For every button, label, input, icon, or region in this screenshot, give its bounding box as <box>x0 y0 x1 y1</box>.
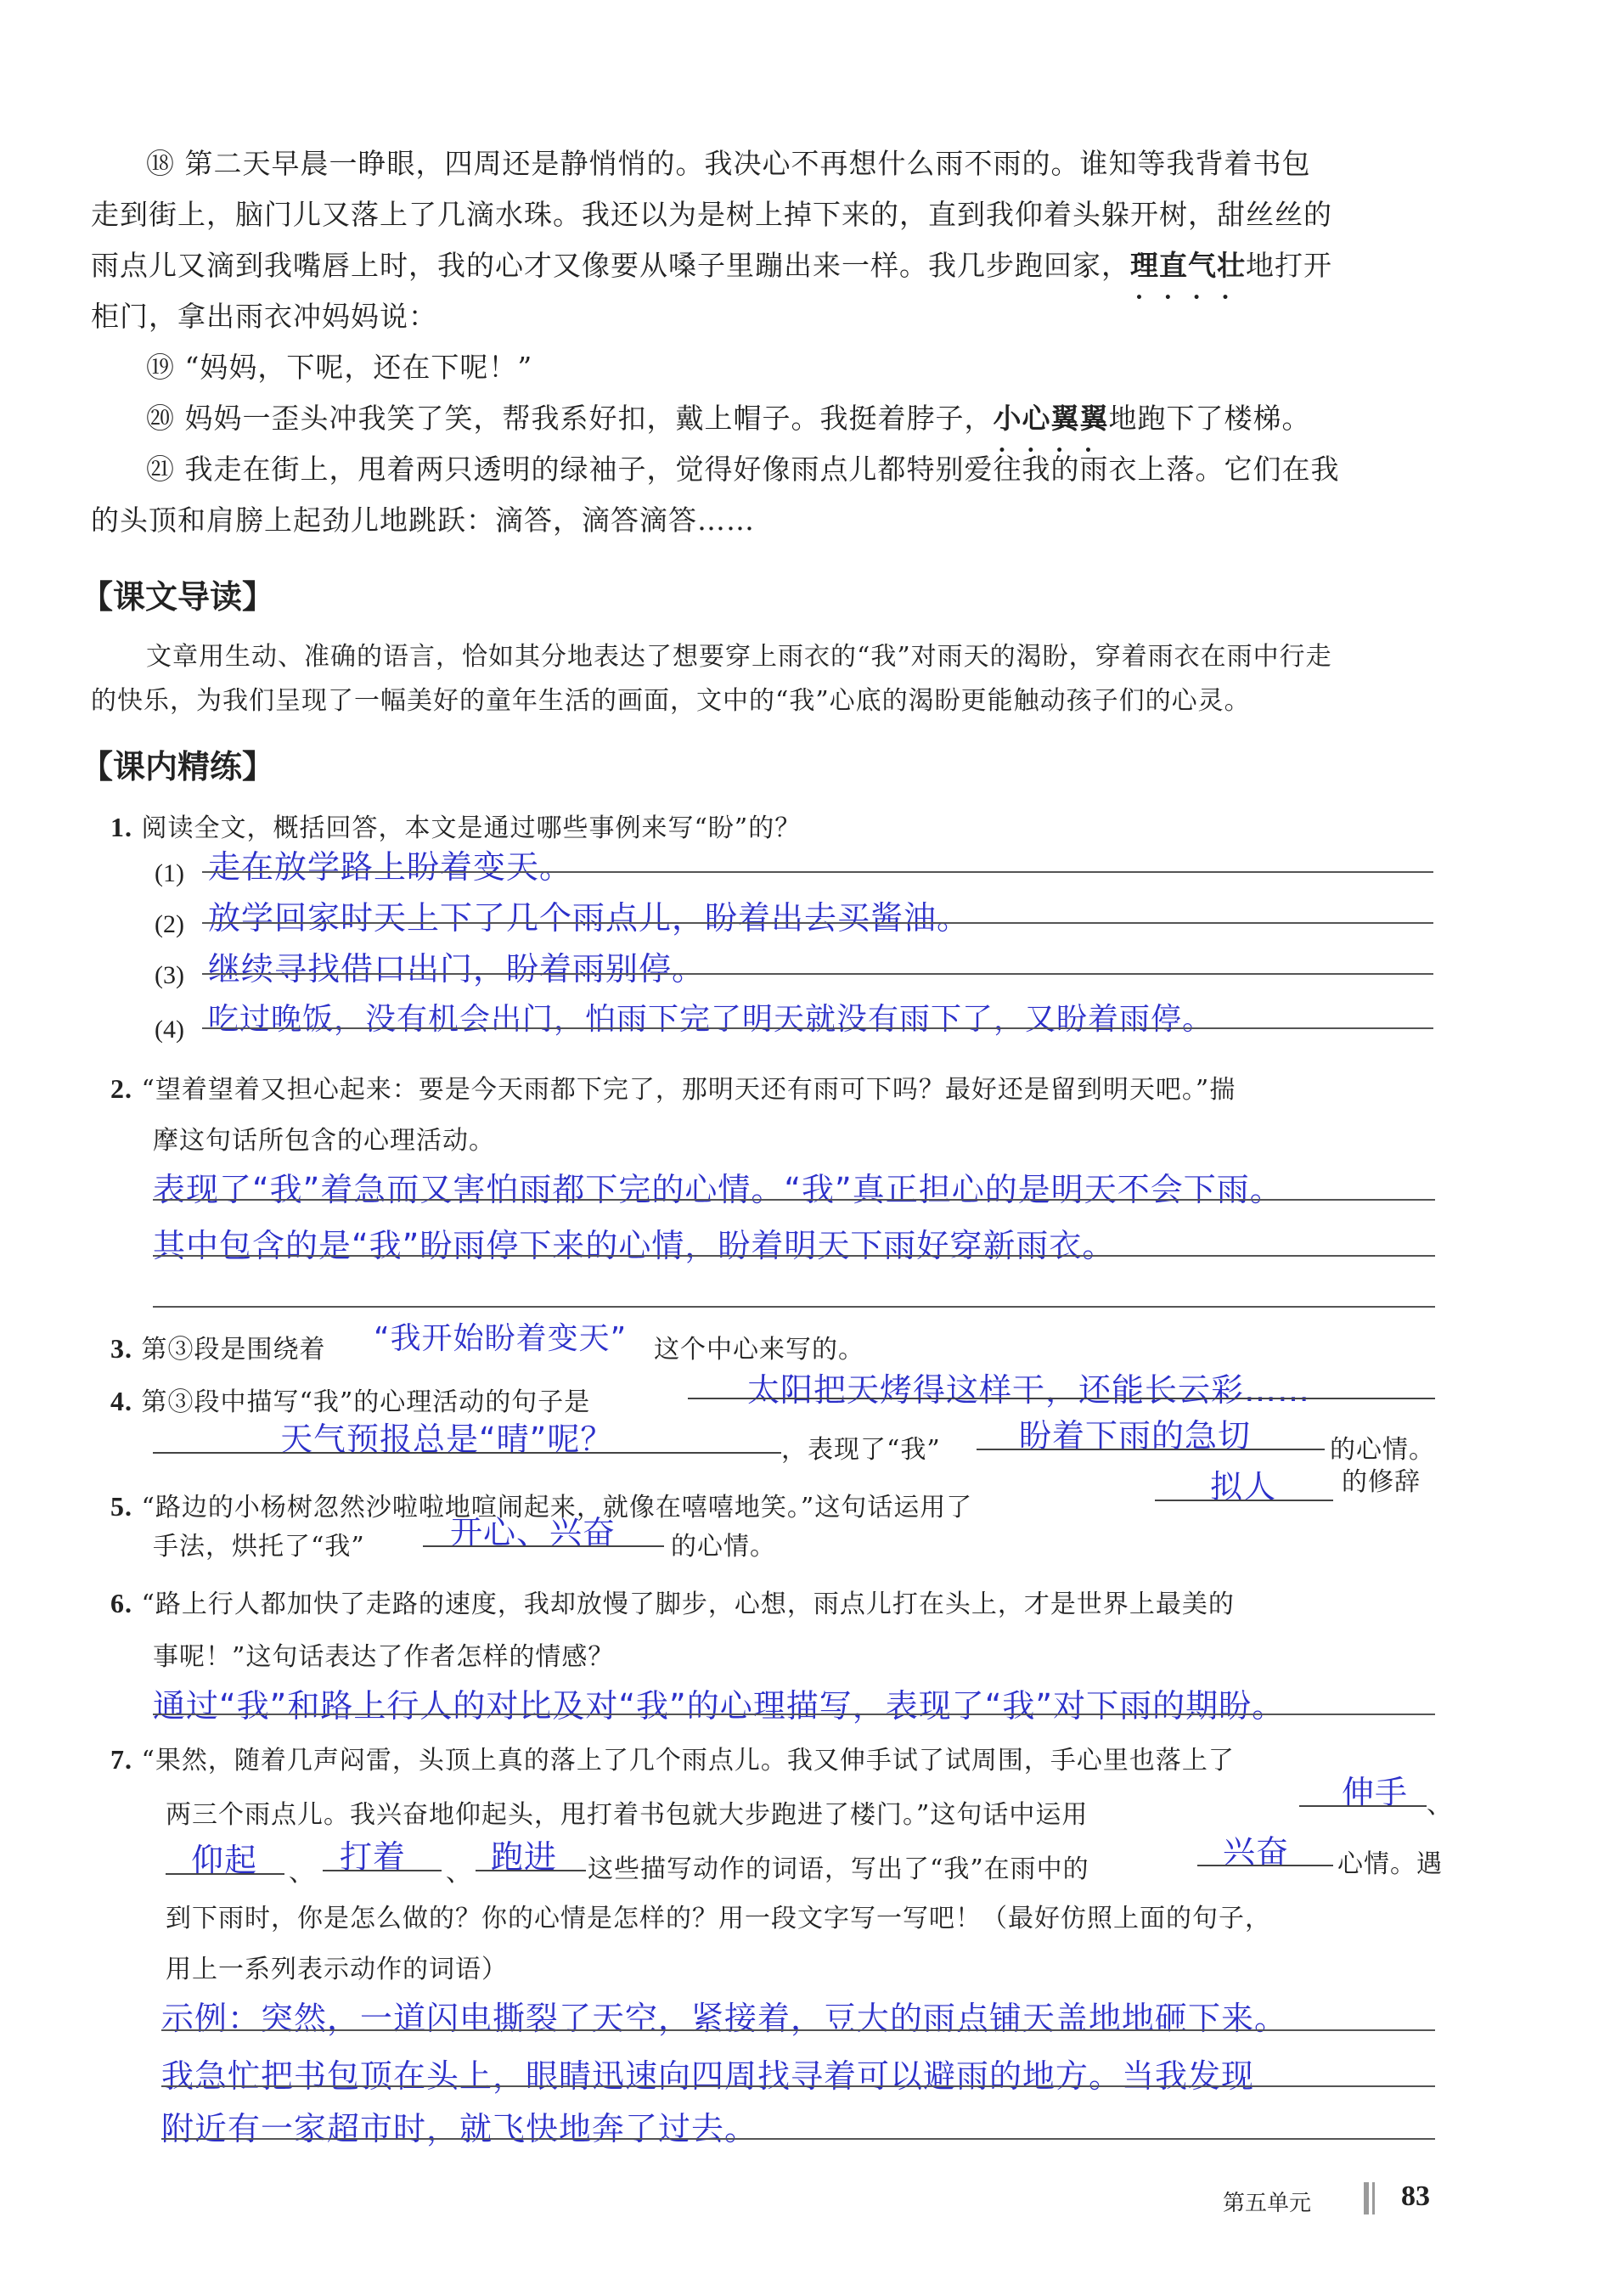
question-number: 7. <box>110 1744 132 1775</box>
answer-line <box>202 973 1433 975</box>
section-heading-guide: 【课文导读】 <box>81 578 275 616</box>
passage-text: 地打开 <box>1246 249 1332 282</box>
item-label: (1) <box>155 859 184 887</box>
question-text: 这些描写动作的词语，写出了“我”在雨中的 <box>588 1854 1089 1884</box>
question-text: 第③段是围绕着 <box>141 1335 326 1365</box>
answer-blank <box>166 1873 284 1875</box>
answer-line <box>161 2029 1435 2031</box>
handwritten-answer: 拟人 <box>1210 1468 1277 1505</box>
passage-p18-line1: ⑱ 第二天早晨一睁眼，四周还是静悄悄的。我决心不再想什么雨不雨的。谁知等我背着书包 <box>146 147 1311 180</box>
question-text: 的心情。 <box>671 1532 776 1562</box>
separator: 、 <box>289 1858 315 1888</box>
answer-blank <box>1299 1805 1427 1807</box>
handwritten-answer: 附近有一家超市时，就飞快地奔了过去。 <box>161 2110 758 2147</box>
question-text: 心情。遇 <box>1337 1849 1443 1879</box>
answer-line <box>161 2085 1435 2087</box>
question-7-line5: 用上一系列表示动作的词语） <box>166 1955 508 1984</box>
item-label: (4) <box>155 1016 184 1044</box>
handwritten-answer: 仰起 <box>191 1842 258 1879</box>
footer-divider <box>1372 2182 1375 2214</box>
handwritten-answer: 跑进 <box>491 1838 558 1876</box>
passage-text: ⑳ 妈妈一歪头冲我笑了笑，帮我系好扣，戴上帽子。我挺着脖子， <box>146 402 994 435</box>
passage-p18-line4: 柜门，拿出雨衣冲妈妈说： <box>91 300 437 333</box>
answer-line <box>153 1306 1435 1308</box>
item-label: (2) <box>155 910 184 938</box>
item-label: (3) <box>155 961 184 989</box>
question-number: 5. <box>110 1491 132 1522</box>
handwritten-answer: 兴奋 <box>1223 1833 1290 1871</box>
question-7-line4: 到下雨时，你是怎么做的？你的心情是怎样的？用一段文字写一写吧！（最好仿照上面的句子， <box>166 1904 1271 1933</box>
answer-blank <box>423 1545 664 1547</box>
question-number: 2. <box>110 1073 132 1104</box>
question-2-line2: 摩这句话所包含的心理活动。 <box>153 1126 495 1156</box>
handwritten-answer: 继续寻找借口出门，盼着雨别停。 <box>208 950 706 988</box>
passage-text: 雨点儿又滴到我嘴唇上时，我的心才又像要从嗓子里蹦出来一样。我几步跑回家， <box>91 249 1130 282</box>
handwritten-answer: 我急忙把书包顶在头上，眼睛迅速向四周找寻着可以避雨的地方。当我发现 <box>161 2057 1255 2095</box>
question-number: 1. <box>110 812 132 842</box>
handwritten-answer: 太阳把天烤得这样干，还能长云彩…… <box>747 1371 1311 1409</box>
passage-p21-line2: 的头顶和肩膀上起劲儿地跳跃：滴答，滴答滴答…… <box>91 504 755 537</box>
question-number: 6. <box>110 1588 132 1618</box>
handwritten-answer: “我开始盼着变天” <box>374 1321 628 1356</box>
question-2 <box>110 1068 1236 1106</box>
guide-line1: 文章用生动、准确的语言，恰如其分地表达了想要穿上雨衣的“我”对雨天的渴盼，穿着雨衣在雨中行走 <box>146 642 1332 672</box>
answer-blank <box>1155 1500 1333 1501</box>
handwritten-answer: 盼着下雨的急切 <box>1019 1417 1252 1455</box>
passage-p18-line2: 走到街上，脑门儿又落上了几滴水珠。我还以为是树上掉下来的，直到我仰着头躲开树，甜丝丝的 <box>91 198 1332 231</box>
emphasized-word: 理直气壮 • • • • <box>1130 249 1246 282</box>
answer-line <box>161 2138 1435 2140</box>
answer-blank <box>977 1449 1325 1450</box>
section-heading-practice: 【课内精练】 <box>81 748 275 785</box>
handwritten-answer: 表现了“我”着急而又害怕雨都下完的心情。“我”真正担心的是明天不会下雨。 <box>153 1171 1283 1208</box>
answer-blank <box>476 1870 586 1871</box>
answer-blank <box>1197 1865 1333 1866</box>
answer-line <box>153 1199 1435 1201</box>
handwritten-answer: 吃过晚饭，没有机会出门，怕雨下完了明天就没有雨下了，又盼着雨停。 <box>208 1002 1214 1037</box>
answer-line <box>202 871 1433 873</box>
page-number: 83 <box>1401 2181 1430 2212</box>
question-7 <box>110 1739 1235 1776</box>
answer-line <box>202 922 1433 924</box>
question-text: “路上行人都加快了走路的速度，我却放慢了脚步，心想，雨点儿打在头上，才是世界上最美的 <box>141 1590 1235 1619</box>
question-text: ，表现了“我” <box>781 1435 941 1465</box>
handwritten-answer: 伸手 <box>1342 1774 1409 1811</box>
handwritten-answer: 开心、兴奋 <box>450 1514 616 1551</box>
emphasized-word: 小心翼翼 • • • • <box>994 402 1109 435</box>
answer-line <box>153 1714 1435 1715</box>
answer-blank <box>323 1870 442 1871</box>
question-text: “路边的小杨树忽然沙啦啦地喧闹起来，就像在嘻嘻地笑。”这句话运用了 <box>141 1493 973 1522</box>
handwritten-answer: 天气预报总是“晴”呢？ <box>280 1421 614 1458</box>
passage-text: 地跑下了楼梯。 <box>1108 402 1311 435</box>
handwritten-answer: 示例：突然，一道闪电撕裂了天空，紧接着，豆大的雨点铺天盖地地砸下来。 <box>161 2000 1288 2037</box>
separator: 、 <box>1427 1790 1453 1820</box>
question-text: 这个中心来写的。 <box>654 1335 864 1365</box>
handwritten-answer: 走在放学路上盼着变天。 <box>208 848 573 886</box>
passage-p18-line3 <box>91 249 1332 282</box>
question-text: 的修辞 <box>1342 1467 1421 1497</box>
question-6-line2: 事呢！”这句话表达了作者怎样的情感？ <box>153 1642 615 1672</box>
question-3 <box>110 1328 326 1365</box>
question-text: “望着望着又担心起来：要是今天雨都下完了，那明天还有雨可下吗？最好还是留到明天吧。”揣 <box>141 1075 1236 1105</box>
question-text: 第③段中描写“我”的心理活动的句子是 <box>141 1387 591 1417</box>
question-text: “果然，随着几声闷雷，头顶上真的落上了几个雨点儿。我又伸手试了试周围，手心里也落上了 <box>141 1746 1235 1775</box>
handwritten-answer: 打着 <box>340 1838 407 1876</box>
answer-line <box>153 1255 1435 1257</box>
handwritten-answer: 放学回家时天上下了几个雨点儿，盼着出去买酱油。 <box>208 899 971 937</box>
question-1 <box>110 807 801 844</box>
question-5-line2: 手法，烘托了“我” <box>153 1532 365 1562</box>
question-text: 的心情。 <box>1330 1435 1435 1465</box>
answer-blank <box>153 1452 781 1454</box>
guide-line2: 的快乐，为我们呈现了一幅美好的童年生活的画面，文中的“我”心底的渴盼更能触动孩子们的心灵。 <box>91 686 1251 716</box>
question-text: 阅读全文，概括回答，本文是通过哪些事例来写“盼”的？ <box>141 813 802 843</box>
passage-p19: ⑲ “妈妈，下呢，还在下呢！” <box>146 351 533 384</box>
passage-p21-line1: ㉑ 我走在街上，甩着两只透明的绿袖子，觉得好像雨点儿都特别爱往我的雨衣上落。它们在我 <box>146 453 1340 486</box>
question-number: 4. <box>110 1386 132 1416</box>
question-6 <box>110 1583 1235 1620</box>
footer-divider <box>1364 2182 1369 2214</box>
footer-unit-label: 第五单元 <box>1223 2191 1312 2216</box>
question-number: 3. <box>110 1333 132 1364</box>
answer-blank <box>688 1398 1435 1399</box>
separator: 、 <box>446 1858 472 1888</box>
passage-p20 <box>146 402 1311 435</box>
question-7-line2: 两三个雨点儿。我兴奋地仰起头，甩打着书包就大步跑进了楼门。”这句话中运用 <box>166 1800 1089 1830</box>
answer-line <box>202 1027 1433 1029</box>
handwritten-answer: 其中包含的是“我”盼雨停下来的心情，盼着明天下雨好穿新雨衣。 <box>153 1227 1116 1264</box>
handwritten-answer: 通过“我”和路上行人的对比及对“我”的心理描写，表现了“我”对下雨的期盼。 <box>153 1687 1286 1725</box>
